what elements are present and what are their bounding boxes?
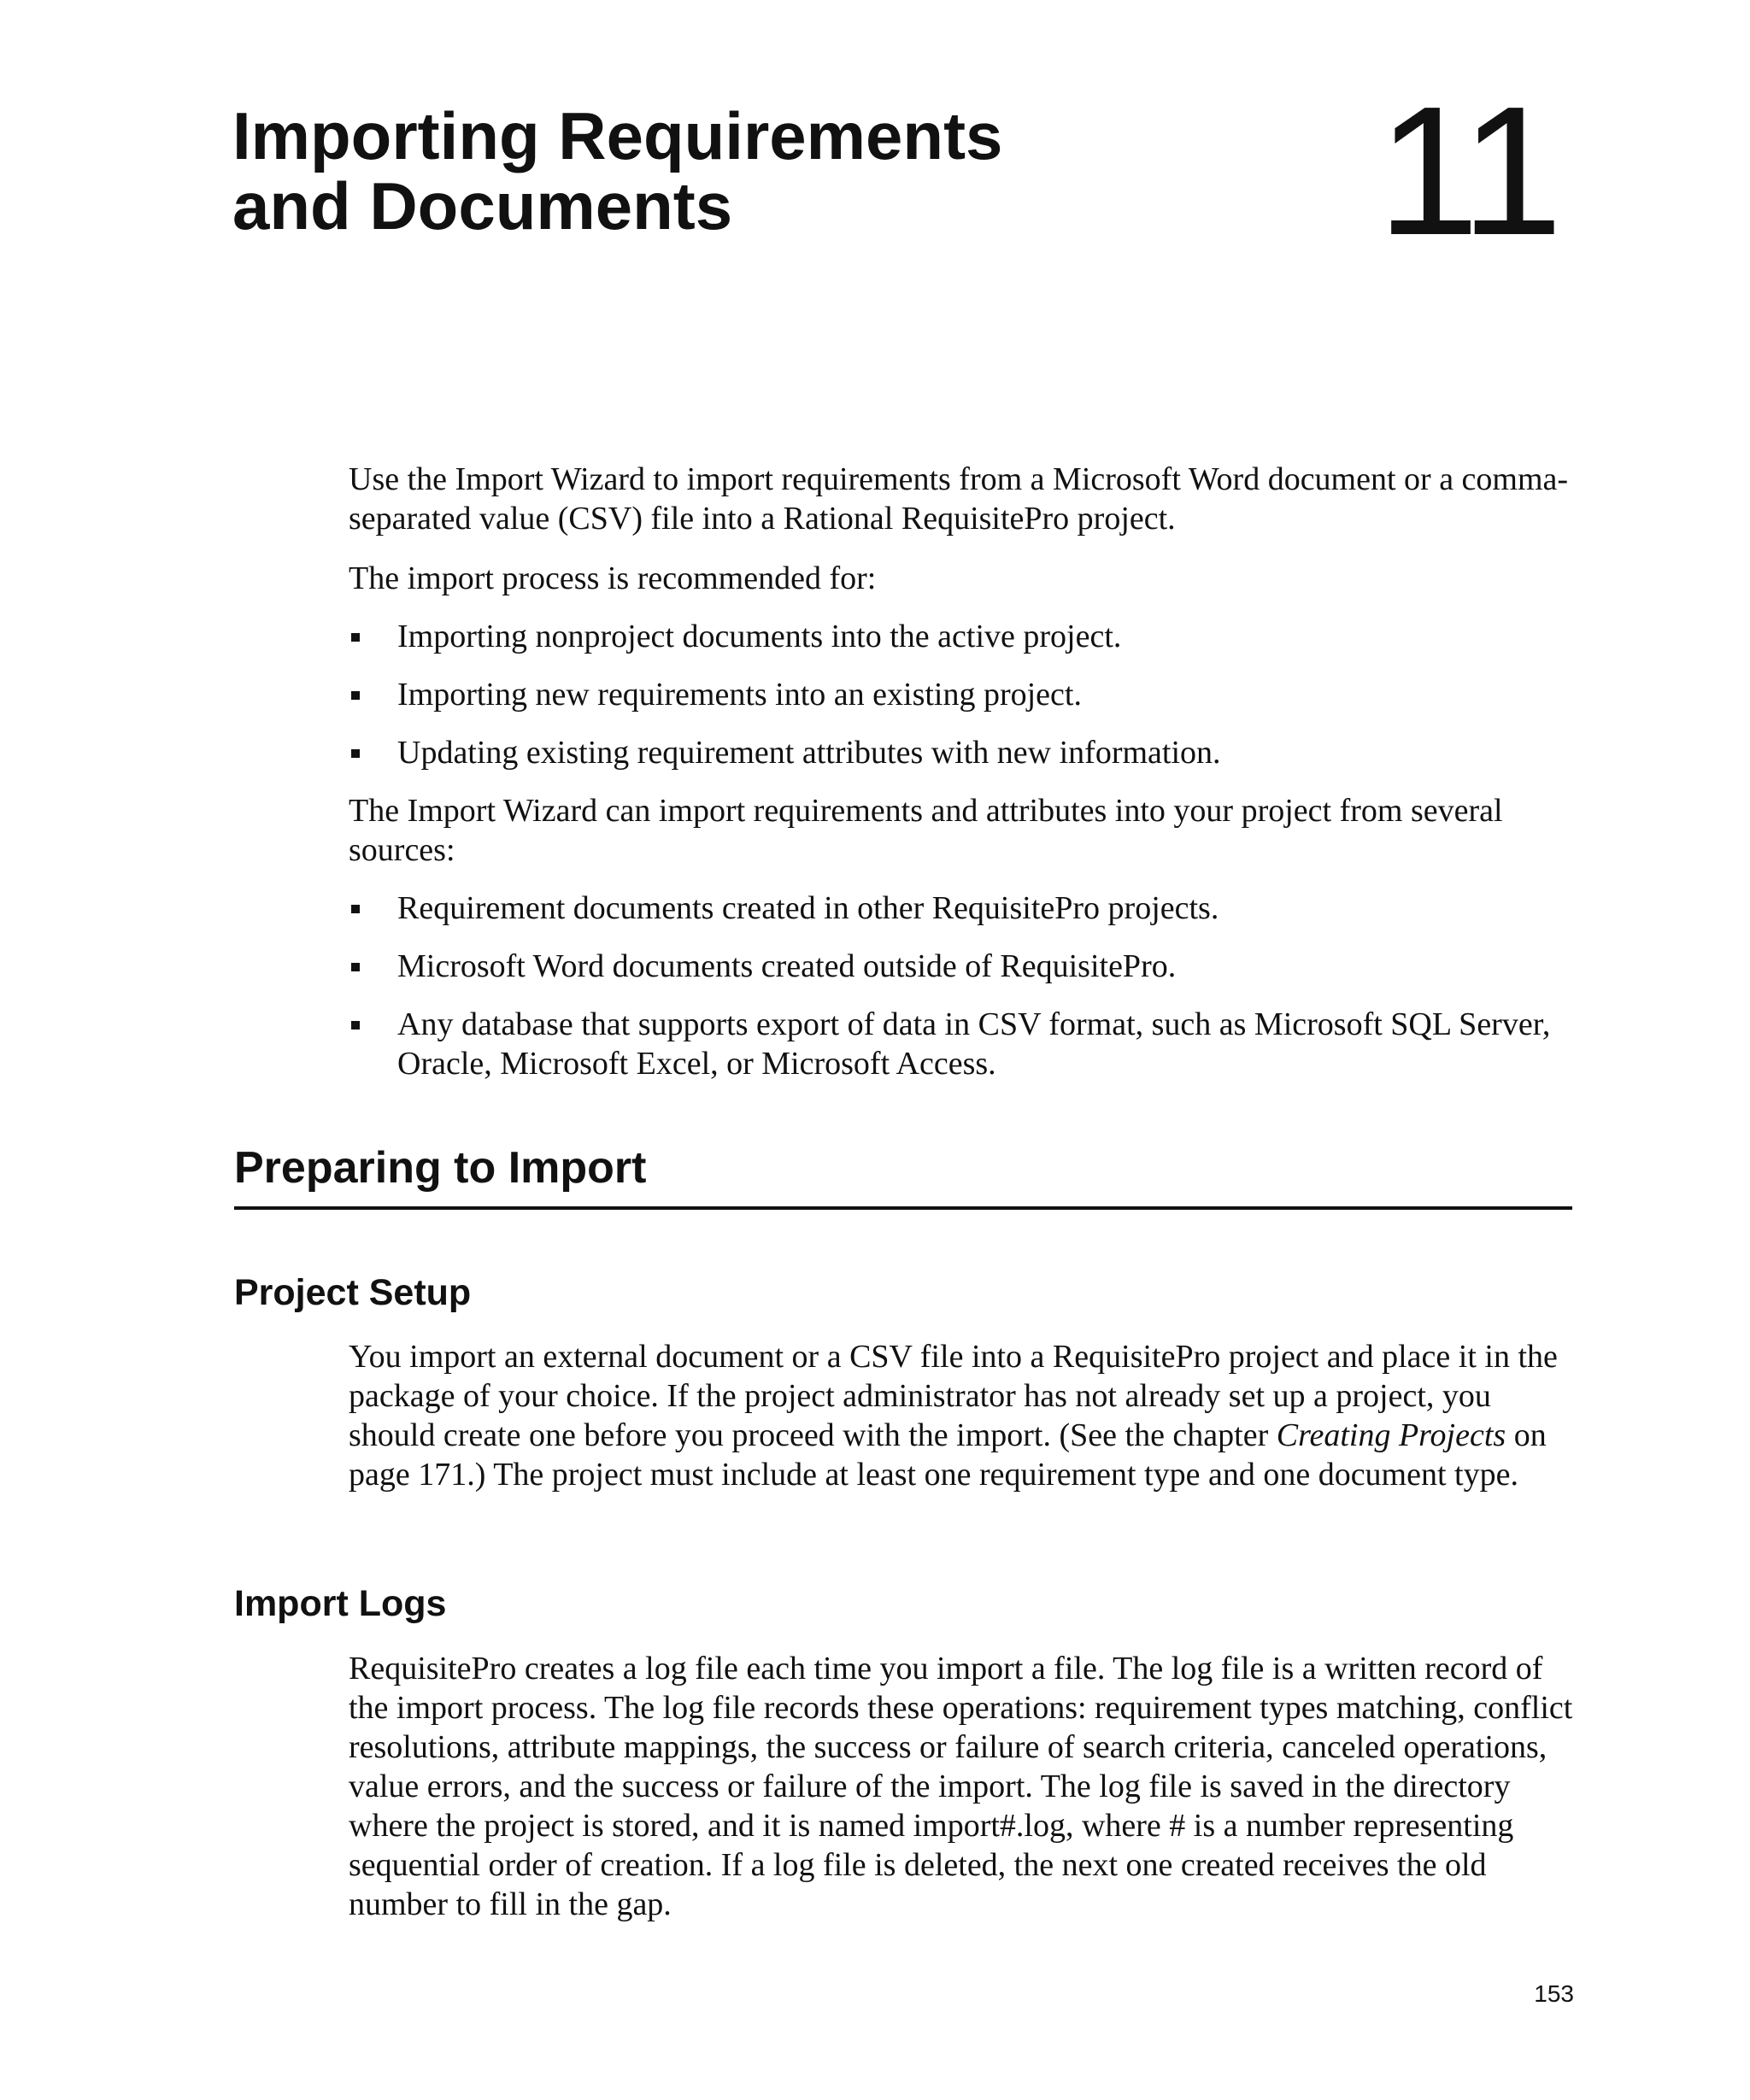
bullet-square-icon <box>351 749 360 758</box>
list-item-text: Importing new requirements into an existing project. <box>397 677 1082 713</box>
import-sources-list <box>349 889 1579 1083</box>
section-heading: Preparing to Import <box>234 1143 647 1193</box>
import-sources-paragraph: The Import Wizard can import requirements and attributes into your project from several sources: <box>349 793 1503 868</box>
bullet-square-icon <box>351 633 360 642</box>
bullet-square-icon <box>351 905 360 913</box>
page-number: 153 <box>1534 1980 1574 2007</box>
list-item <box>349 675 1579 714</box>
list-item-text: Updating existing requirement attributes with new information. <box>397 735 1221 771</box>
intro-section <box>349 460 1579 1083</box>
project-setup-section <box>349 1337 1579 1494</box>
chapter-title-line-2: and Documents <box>232 168 733 243</box>
project-setup-text-after: on page 171.) The project must include at least one requirement type and one document type. <box>349 1417 1547 1493</box>
import-logs-paragraph: RequisitePro creates a log file each time you import a file. The log file is a written record of the import process. The log file records these operations: requirement types matching, conflict resolutions, attribute mappings, the success or failure of search criteria, canceled operations, value errors, and the success or failure of the import. The log file is saved in the directory where the project is stored, and it is named import#.log, where # is a number representing sequential order of creation. If a log file is deleted, the next one created receives the old number to fill in the gap. <box>349 1651 1573 1922</box>
project-setup-text-before: You import an external document or a CSV file into a RequisitePro project and place it in the package of your choice. If the project administrator has not already set up a project, you should create one before you proceed with the import. (See the chapter <box>349 1339 1558 1453</box>
list-item-text: Microsoft Word documents created outside of RequisitePro. <box>397 948 1177 984</box>
project-setup-heading: Project Setup <box>234 1272 472 1313</box>
bullet-square-icon <box>351 691 360 700</box>
list-item-text: Requirement documents created in other RequisitePro projects. <box>397 890 1219 926</box>
recommended-for-paragraph: The import process is recommended for: <box>349 560 877 596</box>
chapter-title <box>232 98 1003 243</box>
bullet-square-icon <box>351 963 360 971</box>
list-item-text: Any database that supports export of data in CSV format, such as Microsoft SQL Server, Oracle, Microsoft Excel, or Microsoft Access. <box>397 1006 1551 1082</box>
chapter-number: 11 <box>1377 67 1558 273</box>
import-logs-heading: Import Logs <box>234 1583 447 1624</box>
bullet-square-icon <box>351 1021 360 1029</box>
list-item-text: Importing nonproject documents into the active project. <box>397 619 1122 654</box>
cross-reference: Creating Projects <box>1276 1417 1506 1453</box>
chapter-title-line-1: Importing Requirements <box>232 98 1003 173</box>
list-item <box>349 617 1579 656</box>
list-item <box>349 1005 1579 1083</box>
list-item <box>349 947 1579 986</box>
import-logs-section <box>349 1649 1579 1924</box>
project-setup-paragraph <box>349 1337 1579 1494</box>
list-item <box>349 889 1579 928</box>
recommended-uses-list <box>349 617 1579 772</box>
list-item <box>349 733 1579 772</box>
intro-paragraph: Use the Import Wizard to import requirements from a Microsoft Word document or a comma-separated value (CSV) file into a Rational RequisitePro project. <box>349 461 1569 537</box>
section-divider <box>234 1206 1572 1210</box>
